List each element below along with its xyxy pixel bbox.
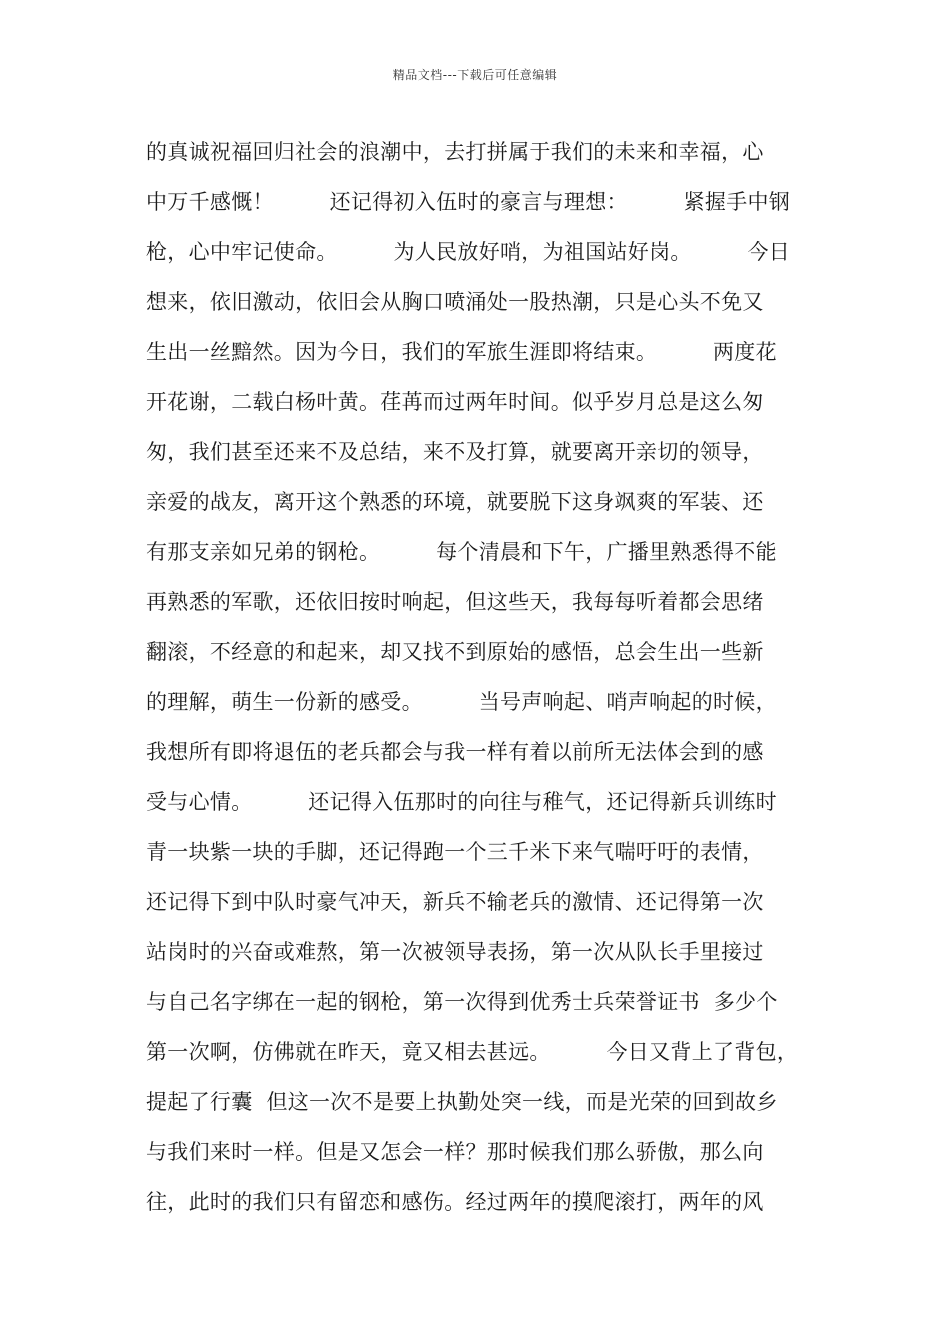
text-line: 提起了行囊 但这一次不是要上执勤处突一线，而是光荣的回到故乡 (146, 1090, 778, 1114)
text-line: 往，此时的我们只有留恋和感伤。经过两年的摸爬滚打，两年的风 (146, 1190, 764, 1214)
text-line: 青一块紫一块的手脚，还记得跑一个三千米下来气喘吁吁的表情， (146, 840, 764, 864)
text-line: 生出一丝黯然。因为今日，我们的军旅生涯即将结束。 两度花 (146, 340, 777, 364)
text-line: 的理解，萌生一份新的感受。 当号声响起、哨声响起的时候， (146, 690, 777, 714)
text-line: 与自己名字绑在一起的钢枪，第一次得到优秀士兵荣誉证书 多少个 (146, 990, 778, 1014)
text-line: 翻滚，不经意的和起来，却又找不到原始的感悟，总会生出一些新 (146, 640, 764, 664)
body-text (146, 132, 836, 1232)
text-line: 中万千感慨！ 还记得初入伍时的豪言与理想： 紧握手中钢 (146, 190, 791, 214)
text-line: 开花谢，二载白杨叶黄。荏苒而过两年时间。似乎岁月总是这么匆 (146, 390, 764, 414)
text-line: 有那支亲如兄弟的钢枪。 每个清晨和下午，广播里熟悉得不能 (146, 540, 777, 564)
text-line: 的真诚祝福回归社会的浪潮中，去打拼属于我们的未来和幸福，心 (146, 140, 764, 164)
text-line: 亲爱的战友，离开这个熟悉的环境，就要脱下这身飒爽的军装、还 (146, 490, 764, 514)
text-line: 匆，我们甚至还来不及总结，来不及打算，就要离开亲切的领导， (146, 440, 764, 464)
text-line: 再熟悉的军歌，还依旧按时响起，但这些天，我每每听着都会思绪 (146, 590, 764, 614)
text-line: 想来，依旧激动，依旧会从胸口喷涌处一股热潮，只是心头不免又 (146, 290, 764, 314)
text-line: 我想所有即将退伍的老兵都会与我一样有着以前所无法体会到的感 (146, 740, 764, 764)
page-header: 精品文档---下载后可任意编辑 (392, 68, 558, 82)
text-line: 第一次啊，仿佛就在昨天，竟又相去甚远。 今日又背上了背包， (146, 1040, 799, 1064)
text-line: 受与心情。 还记得入伍那时的向往与稚气，还记得新兵训练时 (146, 790, 777, 814)
text-line: 站岗时的兴奋或难熬，第一次被领导表扬，第一次从队长手里接过 (146, 940, 764, 964)
text-line: 还记得下到中队时豪气冲天，新兵不输老兵的激情、还记得第一次 (146, 890, 764, 914)
text-line: 与我们来时一样。但是又怎会一样？那时候我们那么骄傲，那么向 (146, 1140, 764, 1164)
text-line: 枪，心中牢记使命。 为人民放好哨，为祖国站好岗。 今日 (146, 240, 791, 264)
